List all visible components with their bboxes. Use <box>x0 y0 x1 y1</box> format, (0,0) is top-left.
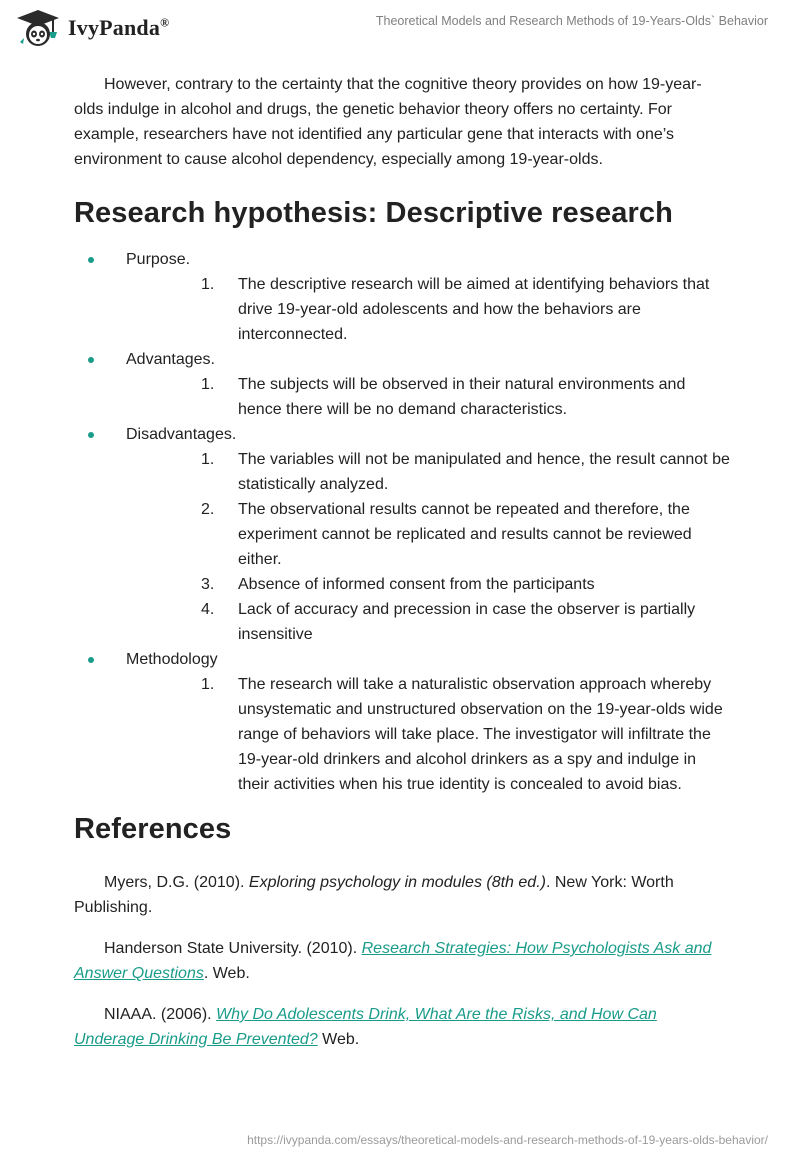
sub-list <box>126 672 730 797</box>
bullet-icon <box>88 432 94 438</box>
outline-item-methodology <box>74 647 730 797</box>
item-number: 1. <box>201 376 215 393</box>
essay-body <box>74 72 730 1068</box>
sub-list-item <box>126 272 730 347</box>
item-text: The research will take a naturalistic observation approach whereby unsystematic and unstructured observation on the 19-year-olds wide range of behaviors will take place. The investigator will infiltrate the 19-year-old drinkers and alcohol drinkers as a spy and indulge in their activities when his true identity is concealed to avoid bias. <box>238 676 723 793</box>
outline-label: Disadvantages. <box>126 426 237 443</box>
outline-item-disadvantages <box>74 422 730 647</box>
item-text: The subjects will be observed in their natural environments and hence there will be no demand characteristics. <box>238 376 686 418</box>
sub-list <box>126 447 730 647</box>
sub-list-item <box>126 372 730 422</box>
item-text: Absence of informed consent from the participants <box>238 576 595 593</box>
reference-link[interactable]: Why Do Adolescents Drink, What Are the Risks, and How Can Underage Drinking Be Prevented? <box>74 1006 657 1048</box>
brand-logo[interactable] <box>14 8 169 48</box>
research-outline <box>74 247 730 797</box>
bullet-icon <box>88 657 94 663</box>
item-number: 1. <box>201 676 215 693</box>
brand-name: IvyPanda® <box>68 15 170 40</box>
panda-logo-icon <box>14 8 62 48</box>
source-url[interactable]: https://ivypanda.com/essays/theoretical-models-and-research-methods-of-19-years-olds-behavior/ <box>247 1133 768 1147</box>
bullet-icon <box>88 357 94 363</box>
item-number: 1. <box>201 276 215 293</box>
item-text: The variables will not be manipulated and hence, the result cannot be statistically analyzed. <box>238 451 730 493</box>
item-text: Lack of accuracy and precession in case the observer is partially insensitive <box>238 601 696 643</box>
item-text: The descriptive research will be aimed at identifying behaviors that drive 19-year-old adolescents and how the behaviors are interconnected. <box>238 276 710 343</box>
page-header <box>0 0 800 70</box>
references-heading: References <box>74 813 232 845</box>
outline-label: Methodology <box>126 651 218 668</box>
outline-label: Advantages. <box>126 351 215 368</box>
outline-item-purpose <box>74 247 730 347</box>
bullet-icon <box>88 257 94 263</box>
intro-paragraph: However, contrary to the certainty that the cognitive theory provides on how 19-year-olds indulge in alcohol and drugs, the genetic behavior theory offers no certainty. For example, researchers have not identified any particular gene that interacts with one’s environment to cause alcohol dependency, especially among 19-year-olds. <box>74 76 702 168</box>
item-number: 3. <box>201 576 215 593</box>
research-heading: Research hypothesis: Descriptive research <box>74 197 673 229</box>
sub-list-item <box>126 672 730 797</box>
sub-list <box>126 272 730 347</box>
document-title: Theoretical Models and Research Methods of 19-Years-Olds` Behavior <box>375 14 768 28</box>
item-number: 4. <box>201 601 215 618</box>
reference-title: Exploring psychology in modules (8th ed.) <box>248 874 546 891</box>
sub-list <box>126 372 730 422</box>
item-text: The observational results cannot be repeated and therefore, the experiment cannot be replicated and results cannot be reviewed either. <box>238 501 692 568</box>
sub-list-item <box>126 447 730 497</box>
reference-link[interactable]: Research Strategies: How Psychologists Ask and Answer Questions <box>74 940 712 982</box>
item-number: 1. <box>201 451 215 468</box>
reference-entry: Myers, D.G. (2010). Exploring psychology in modules (8th ed.). New York: Worth Publishing. <box>74 874 674 916</box>
item-number: 2. <box>201 501 215 518</box>
outline-item-advantages <box>74 347 730 422</box>
sub-list-item <box>126 497 730 572</box>
sub-list-item <box>126 572 730 597</box>
reference-entry: NIAAA. (2006). Why Do Adolescents Drink, What Are the Risks, and How Can Underage Drinking Be Prevented? Web. <box>74 1006 657 1048</box>
sub-list-item <box>126 597 730 647</box>
outline-label: Purpose. <box>126 251 191 268</box>
reference-entry: Handerson State University. (2010). Research Strategies: How Psychologists Ask and Answer Questions. Web. <box>74 940 712 982</box>
